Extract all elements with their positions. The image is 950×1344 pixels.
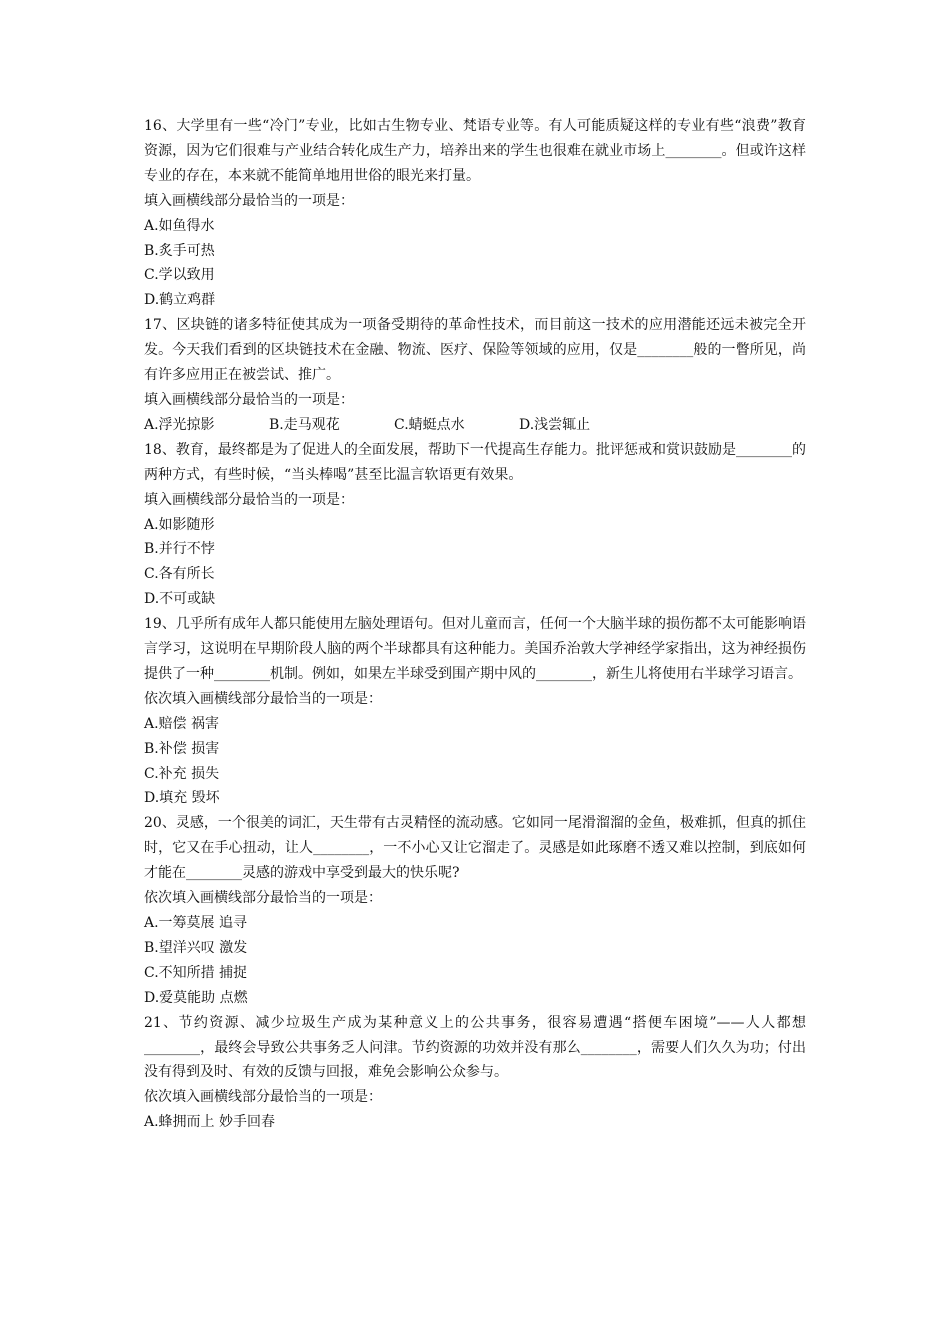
question-stem: 18、教育，最终都是为了促进人的全面发展，帮助下一代提高生存能力。批评惩戒和赏识鼓励是________的两种方式，有些时候，“当头棒喝”甚至比温言软语更有效果。 <box>144 441 806 483</box>
option-d: D.填充 毁坏 <box>144 790 220 807</box>
question-prompt: 填入画横线部分最恰当的一项是： <box>144 491 354 508</box>
question-prompt: 填入画横线部分最恰当的一项是： <box>144 391 354 408</box>
option-a: A.一筹莫展 追寻 <box>144 915 248 931</box>
option-d: D.不可或缺 <box>144 591 216 608</box>
question-stem: 17、区块链的诸多特征使其成为一项备受期待的革命性技术，而目前这一技术的应用潜能还远未被完全开发。今天我们看到的区块链技术在金融、物流、医疗、保险等领域的应用，仅是________般的一瞥所见，尚有许多应用正在被尝试、推广。 <box>144 317 806 384</box>
option-a: A.如影随形 <box>144 516 215 533</box>
option-b: B.并行不悖 <box>144 541 215 558</box>
document-page <box>144 114 806 1135</box>
question-17 <box>144 313 806 438</box>
question-prompt: 依次填入画横线部分最恰当的一项是： <box>144 890 382 907</box>
question-stem: 16、大学里有一些“冷门”专业，比如古生物专业、梵语专业等。有人可能质疑这样的专业有些“浪费”教育资源，因为它们很难与产业结合转化成生产力，培养出来的学生也很难在就业市场上________。但或许这样专业的存在，本来就不能简单地用世俗的眼光来打量。 <box>144 118 806 184</box>
question-prompt: 依次填入画横线部分最恰当的一项是： <box>144 690 382 707</box>
option-c: C.各有所长 <box>144 566 215 583</box>
option-a: A.浮光掠影 <box>144 416 215 433</box>
option-row <box>144 413 806 438</box>
option-d: D.浅尝辄止 <box>519 416 591 433</box>
question-prompt: 填入画横线部分最恰当的一项是： <box>144 192 354 209</box>
option-d: D.鹤立鸡群 <box>144 292 216 309</box>
option-a: A.如鱼得水 <box>144 217 215 234</box>
option-b: B.望洋兴叹 激发 <box>144 939 248 956</box>
question-stem: 21、节约资源、减少垃圾生产成为某种意义上的公共事务，很容易遭遇“搭便车困境”——人人都想________，最终会导致公共事务乏人问津。节约资源的功效并没有那么________，需要人们久久为功；付出没有得到及时、有效的反馈与回报，难免会影响公众参与。 <box>144 1014 806 1081</box>
question-20 <box>144 811 806 1010</box>
option-c: C.蜻蜓点水 <box>394 416 465 433</box>
option-c: C.不知所措 捕捉 <box>144 964 248 981</box>
option-b: B.炙手可热 <box>144 242 215 259</box>
option-c: C.补充 损失 <box>144 765 220 782</box>
option-b: B.走马观花 <box>269 416 340 433</box>
question-prompt: 依次填入画横线部分最恰当的一项是： <box>144 1089 382 1106</box>
option-a: A.赔偿 祸害 <box>144 715 220 732</box>
option-a: A.蜂拥而上 妙手回春 <box>144 1114 276 1131</box>
question-stem: 20、灵感，一个很美的词汇，天生带有古灵精怪的流动感。它如同一尾滑溜溜的金鱼，极难抓，但真的抓住时，它又在手心扭动，让人________，一不小心又让它溜走了。灵感是如此琢磨不透又难以控制，到底如何才能在________灵感的游戏中享受到最大的快乐呢? <box>144 815 806 882</box>
question-21 <box>144 1011 806 1136</box>
question-19 <box>144 612 806 811</box>
question-16 <box>144 114 806 313</box>
question-stem: 19、几乎所有成年人都只能使用左脑处理语句。但对儿童而言，任何一个大脑半球的损伤都不太可能影响语言学习，这说明在早期阶段人脑的两个半球都具有这种能力。美国乔治敦大学神经学家指出，这为神经损伤提供了一种________机制。例如，如果左半球受到围产期中风的________，新生儿将使用右半球学习语言。 <box>144 616 806 682</box>
question-18 <box>144 438 806 612</box>
option-c: C.学以致用 <box>144 267 215 284</box>
option-d: D.爱莫能助 点燃 <box>144 989 248 1006</box>
option-b: B.补偿 损害 <box>144 740 220 757</box>
